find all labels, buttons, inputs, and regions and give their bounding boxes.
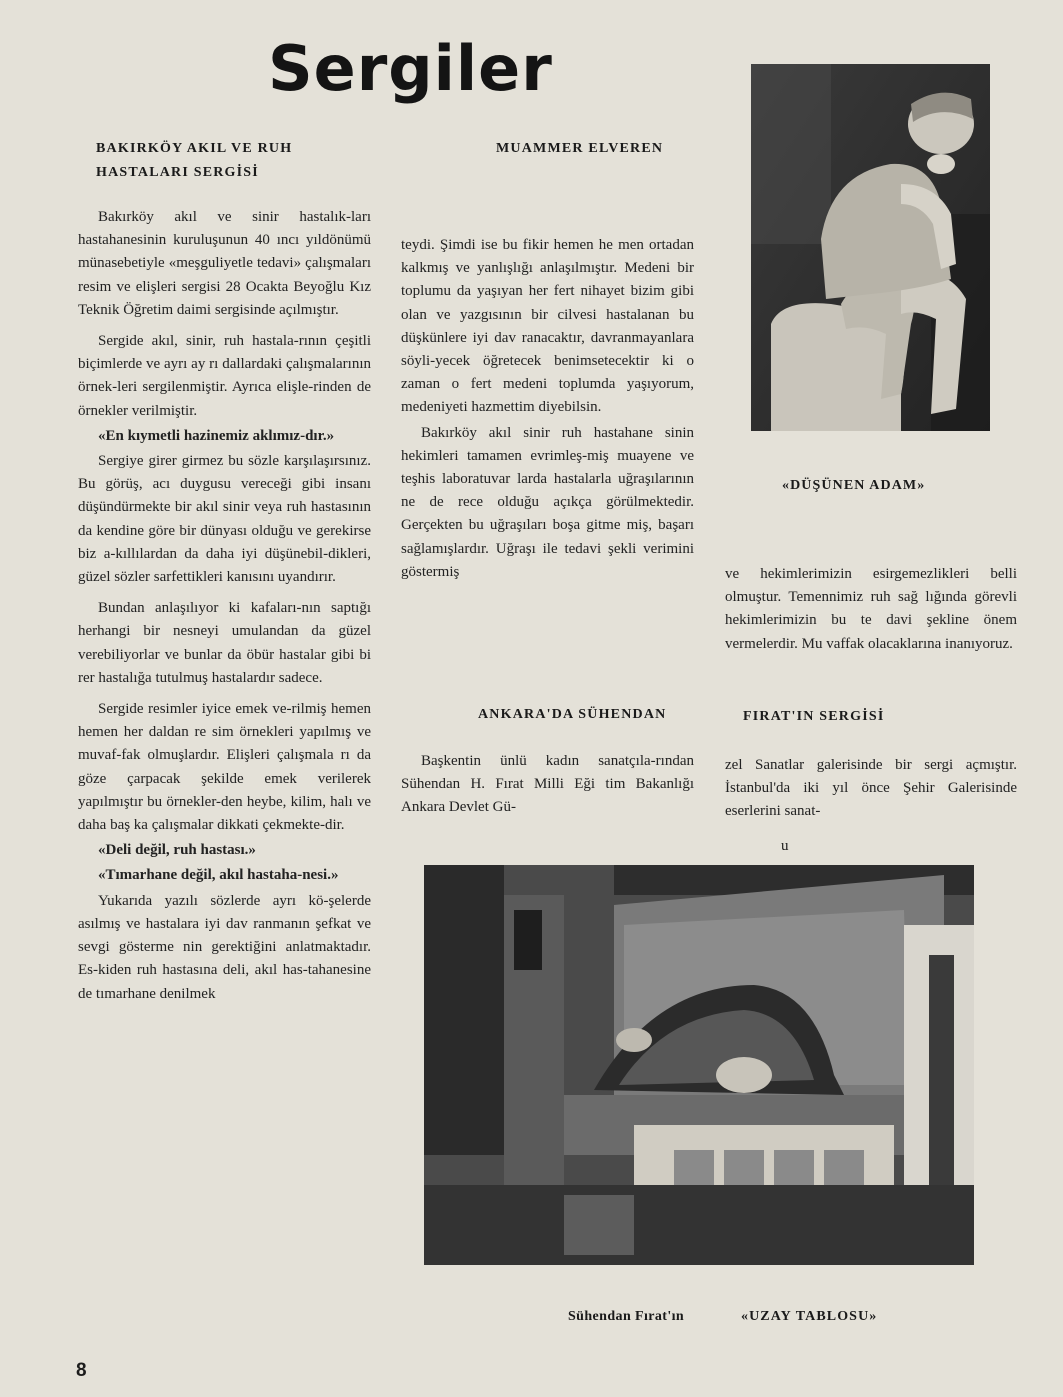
paragraph: Bakırköy akıl sinir ruh hastahane sinin hekimleri tamamen evrimleş-miş muayene ve teşhis laboratuvar larda hastalarla uğraşılarının ne de rece olduğu açıkça görülmektedir. Gerçekten bu uğraşıları boşa gitme miş, başarı sağlamışlardır. Uğraşı ile tedavi şekli verimini göstermiş <box>401 424 694 580</box>
quote-paragraph: «Tımarhane değil, akıl hastaha-nesi.» <box>98 867 339 884</box>
painting-caption-left: Sühendan Fırat'ın <box>568 1309 685 1324</box>
paragraph: Sergiye girer girmez bu sözle karşılaşırsınız. Bu görüş, acı duygusu vereceği gibi insanı düşündürmekte bir akıl sinir veya ruh hastasının da kendine göre bir dünyası olduğu ve gerekirse biz a-kıllılardan da daha iyi düşünebil-dikleri, güzel sözler sarfettikleri kanısını uyandırır. <box>78 453 371 586</box>
article-heading <box>96 137 366 185</box>
page-number: 8 <box>76 1360 87 1381</box>
paragraph: Yukarıda yazılı sözlerde ayrı kö-şelerde asılmış ve hastalara iyi dav ranmanın şefkat ve sevgi gösterme nin gerektiğini anlatmaktadır. Es-kiden ruh hastasına deli, akıl has-tahanesine de tımarhane denilmek <box>78 892 371 1002</box>
paragraph: Sergide akıl, sinir, ruh hastala-rının çeşitli biçimlerde ve ayrı ay rı dallardaki çalışmalarının örnek-leri sergilenmiştir. Ayrıca elişle-rinden de örnekler verilmiştir. <box>78 333 371 419</box>
paragraph: Bakırköy akıl ve sinir hastalık-ları hastahanesinin kuruluşunun 40 ıncı yıldönümü münasebetiyle «meşguliyetle tedavi» çalışmaları resim ve elişleri sergisi 28 Ocakta Beyoğlu Kız Teknik Öğretim daimi sergisinde açılmıştır. <box>78 209 371 318</box>
paragraph: teydi. Şimdi ise bu fikir hemen he men ortadan kalkmış ve yanlışlığı anlaşılmıştır. Medeni bir toplumu da yaşıyan her fert nihayet bizim gibi olan ve yazgısının bir cilvesi hastalanan bu düşkünlere iyi dav ranacaktır, davranmayanlara söyli-yecek öğretecek benimsetecektir ki o zaman o fert medeni toplumda yaşıyorum, medeniyeti hazmettim diyebilsin. <box>401 237 694 416</box>
paragraph: Bundan anlaşılıyor ki kafaları-nın saptığı herhangi bir nesneyi umulandan da güzel verebiliyorlar ve bunlar da öbür hastalar gibi bi rer hastalığa tutulmuş hastalardır sadece. <box>78 600 371 686</box>
thinker-statue-icon <box>751 64 990 431</box>
exhibition-heading-left: ANKARA'DA SÜHENDAN <box>478 707 667 722</box>
article-column-1 <box>78 206 371 1008</box>
quote-paragraph: «Deli değil, ruh hastası.» <box>98 842 256 859</box>
article-column-2 <box>401 234 694 592</box>
quote-paragraph: «En kıymetli hazinemiz aklımız-dır.» <box>98 427 335 444</box>
space-painting-icon <box>424 865 974 1265</box>
article-column-3 <box>725 563 1017 664</box>
paragraph: Sergide resimler iyice emek ve-rilmiş hemen hemen her daldan re sim örnekleri yapılmış ve muvaf-fak olmuşlardır. Elişleri çalışmala rı da göze çarpacak şekilde emek verilerek yapılmıştır bu örnekler-den heybe, kilim, halı ve daha baş ka çalışmalar dikkati çekmekte-dir. <box>78 701 371 834</box>
article-heading-line1: BAKIRKÖY AKIL VE RUH <box>96 141 293 156</box>
space-painting-photo <box>424 865 974 1265</box>
painting-caption-right: «UZAY TABLOSU» <box>741 1309 878 1324</box>
exhibition-column-right <box>725 754 1017 832</box>
thinker-statue-photo <box>751 64 990 431</box>
author-byline: MUAMMER ELVEREN <box>496 141 664 156</box>
thinker-photo-caption: «DÜŞÜNEN ADAM» <box>782 478 926 493</box>
exhibition-column-left <box>401 750 694 828</box>
paragraph: Başkentin ünlü kadın sanatçıla-rından Sühendan H. Fırat Milli Eği tim Bakanlığı Ankara Devlet Gü- <box>401 753 694 816</box>
continuation-mark: u <box>781 838 789 854</box>
article-heading-line2: HASTALARI SERGİSİ <box>96 165 259 180</box>
paragraph: zel Sanatlar galerisinde bir sergi açmıştır. İstanbul'da iki yıl önce Şehir Galerisinde eserlerini sanat- <box>725 757 1017 820</box>
paragraph: ve hekimlerimizin esirgemezlikleri belli olmuştur. Temennimiz ruh sağ lığında görevli hekimlerimizin bu te davi şekline önem vermelerdir. Mu vaffak olacaklarına inanıyoruz. <box>725 566 1017 652</box>
exhibition-heading-right: FIRAT'IN SERGİSİ <box>743 709 885 724</box>
page-title: Sergiler <box>268 32 553 105</box>
